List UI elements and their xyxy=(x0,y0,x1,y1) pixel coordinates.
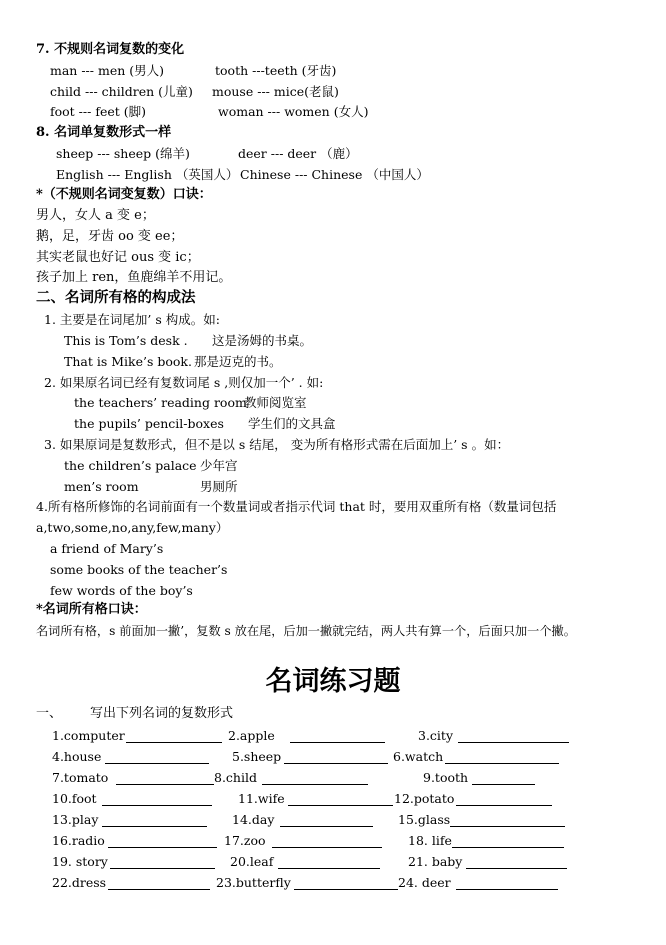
exercise-item-label: 13.play xyxy=(52,812,99,827)
example-english: the pupils’ pencil-boxes xyxy=(74,416,224,431)
answer-blank[interactable] xyxy=(456,889,558,890)
answer-blank[interactable] xyxy=(116,784,214,785)
same-form-pair: English --- English （英国人） xyxy=(56,167,239,182)
exercise-item-label: 18. life xyxy=(408,833,452,848)
example-chinese: 那是迈克的书。 xyxy=(194,354,282,369)
exercise-item-label: 3.city xyxy=(418,728,454,743)
answer-blank[interactable] xyxy=(450,826,565,827)
answer-blank[interactable] xyxy=(452,847,564,848)
answer-blank[interactable] xyxy=(284,763,388,764)
answer-blank[interactable] xyxy=(108,889,210,890)
example-english: men’s room xyxy=(64,479,139,494)
exercise-item-label: 24. deer xyxy=(398,875,451,890)
exercise-item-label: 2.apple xyxy=(228,728,275,743)
exercise-item-label: 1.computer xyxy=(52,728,125,743)
example-chinese: 这是汤姆的书桌。 xyxy=(212,333,313,348)
double-possessive-example: some books of the teacher’s xyxy=(50,562,228,577)
answer-blank[interactable] xyxy=(110,868,215,869)
answer-blank[interactable] xyxy=(472,784,535,785)
example-english: That is Mike’s book. xyxy=(64,354,192,369)
exercise-item-label: 19. story xyxy=(52,854,108,869)
exercise-item-label: 7.tomato xyxy=(52,770,109,785)
example-english: the teachers’ reading room xyxy=(74,395,247,410)
exercise-item-label: 12.potato xyxy=(394,791,455,806)
answer-blank[interactable] xyxy=(108,847,217,848)
answer-blank[interactable] xyxy=(445,763,559,764)
answer-blank[interactable] xyxy=(102,805,212,806)
same-form-pair: Chinese --- Chinese （中国人） xyxy=(240,167,429,182)
possessive-rule-1: 1. 主要是在词尾加’ s 构成。如: xyxy=(44,312,220,327)
example-english: the children’s palace xyxy=(64,458,197,473)
double-possessive-example: few words of the boy’s xyxy=(50,583,193,598)
possessive-rule-3: 3. 如果原词是复数形式，但不是以 s 结尾， 变为所有格形式需在后面加上’ s 。如： xyxy=(44,437,510,452)
exercise-item-label: 17.zoo xyxy=(224,833,266,848)
rhyme-line: 鹅，足，牙齿 oo 变 ee； xyxy=(36,229,184,244)
example-english: This is Tom’s desk . xyxy=(64,333,188,348)
exercise-subheading-number: 一、 xyxy=(36,706,63,721)
possessive-rule-2: 2. 如果原名词已经有复数词尾 s ,则仅加一个’ . 如: xyxy=(44,375,324,390)
exercise-item-label: 16.radio xyxy=(52,833,105,848)
possessive-rhyme-text: 名词所有格，s 前面加一撇’，复数 s 放在尾，后加一撇就完结，两人共有算一个，后面只加一个撇。 xyxy=(36,624,576,638)
exercise-item-label: 21. baby xyxy=(408,854,463,869)
answer-blank[interactable] xyxy=(126,742,222,743)
section-8-heading: 8. 名词单复数形式一样 xyxy=(36,125,172,140)
exercise-item-label: 6.watch xyxy=(393,749,444,764)
section-7-heading: 7. 不规则名词复数的变化 xyxy=(36,42,185,57)
answer-blank[interactable] xyxy=(105,763,209,764)
irregular-plural-pair: man --- men (男人) xyxy=(50,63,165,78)
answer-blank[interactable] xyxy=(456,805,552,806)
example-chinese: 男厕所 xyxy=(200,479,238,494)
answer-blank[interactable] xyxy=(272,847,382,848)
rhyme-line: 孩子加上 ren，鱼鹿绵羊不用记。 xyxy=(36,270,232,285)
exercise-title: 名词练习题 xyxy=(265,666,401,697)
answer-blank[interactable] xyxy=(290,742,385,743)
exercise-item-label: 23.butterfly xyxy=(216,875,291,890)
same-form-pair: sheep --- sheep (绵羊) xyxy=(56,146,190,161)
exercise-item-label: 8.child xyxy=(214,770,257,785)
rhyme-line: 其实老鼠也好记 ous 变 ic； xyxy=(36,250,200,265)
example-chinese: 少年宫 xyxy=(200,458,238,473)
rhyme-line: 男人，女人 a 变 e； xyxy=(36,208,155,223)
exercise-subheading: 写出下列名词的复数形式 xyxy=(90,706,234,721)
possessive-rhyme-heading: *名词所有格口诀： xyxy=(36,602,147,617)
answer-blank[interactable] xyxy=(278,868,380,869)
example-chinese: 教师阅览室 xyxy=(244,395,307,410)
exercise-item-label: 14.day xyxy=(232,812,275,827)
answer-blank[interactable] xyxy=(262,784,368,785)
answer-blank[interactable] xyxy=(294,889,398,890)
example-chinese: 学生们的文具盒 xyxy=(248,416,336,431)
answer-blank[interactable] xyxy=(280,826,373,827)
possessive-rule-4-continued: a,two,some,no,any,few,many） xyxy=(36,520,229,535)
answer-blank[interactable] xyxy=(458,742,569,743)
double-possessive-example: a friend of Mary’s xyxy=(50,541,164,556)
exercise-item-label: 22.dress xyxy=(52,875,107,890)
same-form-pair: deer --- deer （鹿） xyxy=(238,146,358,161)
possessive-rule-4: 4.所有格所修饰的名词前面有一个数量词或者指示代词 that 时，要用双重所有格（数量词包括 xyxy=(36,499,557,514)
exercise-item-label: 5.sheep xyxy=(232,749,282,764)
irregular-plural-pair: mouse --- mice(老鼠) xyxy=(212,84,339,99)
answer-blank[interactable] xyxy=(288,805,393,806)
irregular-plural-pair: tooth ---teeth (牙齿) xyxy=(215,63,337,78)
answer-blank[interactable] xyxy=(102,826,207,827)
exercise-item-label: 20.leaf xyxy=(230,854,274,869)
irregular-plural-pair: woman --- women (女人) xyxy=(218,104,369,119)
exercise-item-label: 4.house xyxy=(52,749,102,764)
irregular-plural-pair: foot --- feet (脚) xyxy=(50,104,146,119)
exercise-item-label: 11.wife xyxy=(238,791,285,806)
answer-blank[interactable] xyxy=(466,868,567,869)
exercise-item-label: 10.foot xyxy=(52,791,97,806)
exercise-item-label: 9.tooth xyxy=(423,770,469,785)
exercise-item-label: 15.glass xyxy=(398,812,451,827)
irregular-plural-pair: child --- children (儿童) xyxy=(50,84,193,99)
irregular-plural-rhyme-heading: *（不规则名词变复数）口诀： xyxy=(36,187,212,202)
possessive-section-heading: 二、名词所有格的构成法 xyxy=(36,289,196,306)
